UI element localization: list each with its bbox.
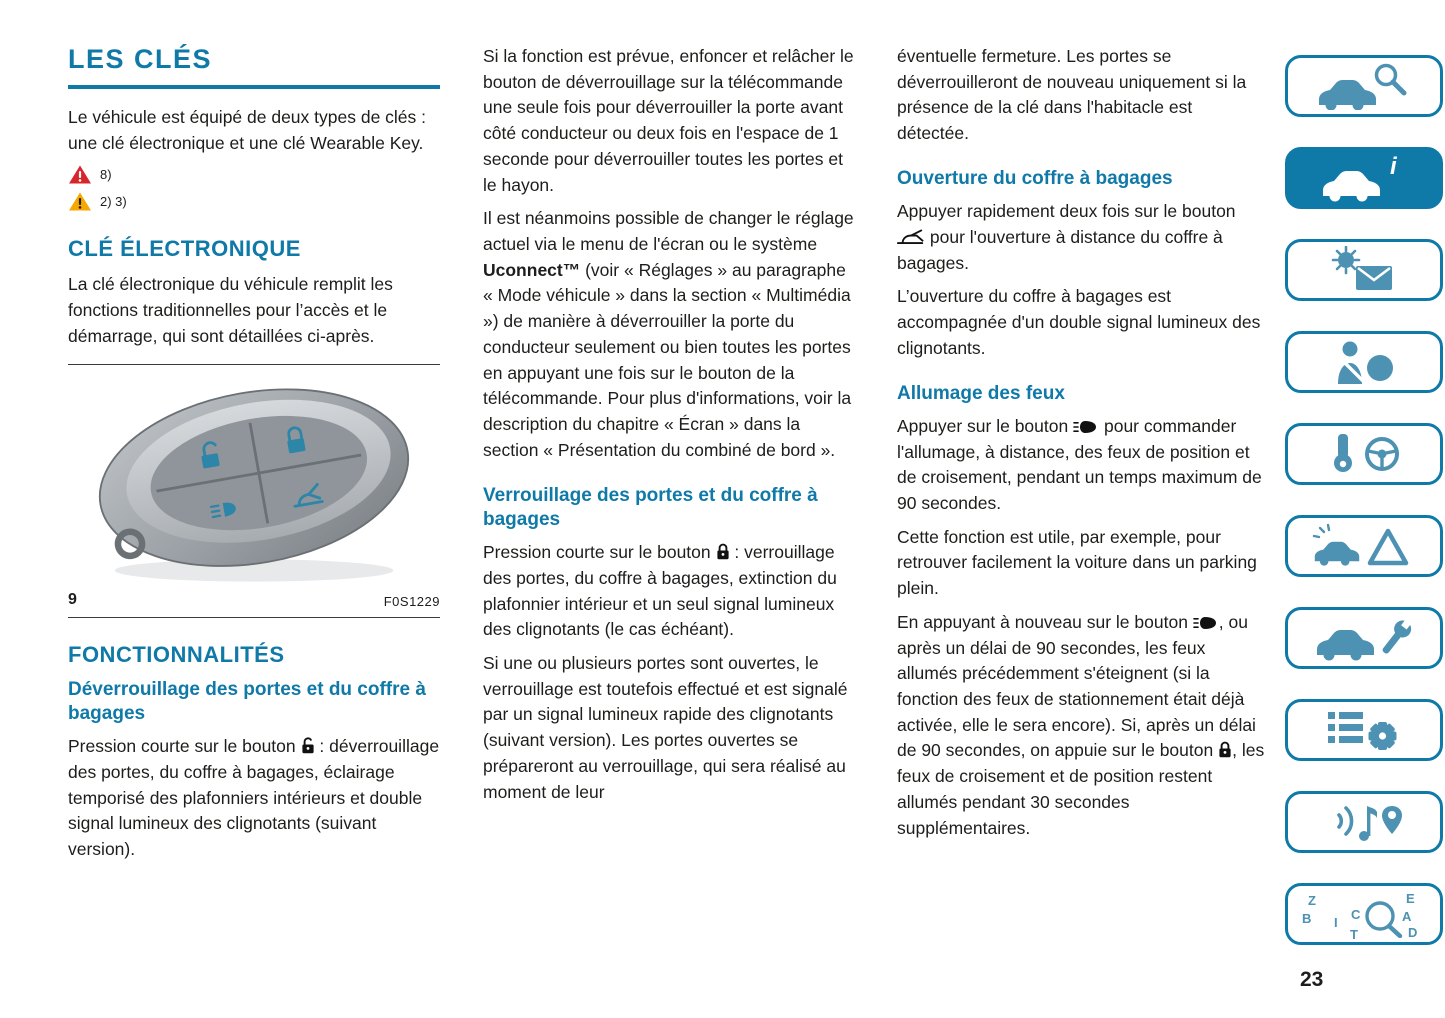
index-letter: I	[1334, 915, 1338, 930]
figure-number: 9	[68, 590, 77, 608]
car-search-icon	[1312, 62, 1416, 110]
section-tab-sidebar	[1285, 55, 1443, 945]
warning-ref-label: 2) 3)	[100, 194, 127, 210]
key-fob-figure	[68, 371, 440, 609]
sidebar-tab-car-maintenance	[1285, 607, 1443, 669]
technical-data-icon	[1312, 706, 1416, 754]
sidebar-tab-safety-airbag	[1285, 331, 1443, 393]
red-warning-triangle-icon	[68, 164, 92, 185]
uconnect-settings-paragraph: Il est néanmoins possible de changer le réglage actuel via le menu de l'écran ou le système Uconnect™ (voir « Réglages » au paragraphe « Mode véhicule » dans la section « Multimédia ») de manière à déverrouiller la porte du conducteur seulement ou bien toutes les portes en appuyant une fois sur le bouton de la télécommande. Pour plus d'informations, voir la description du chapitre « Écran » dans la section « Présentation du combiné de bord ».	[483, 208, 854, 460]
uconnect-brand: Uconnect™	[483, 259, 581, 280]
car-info-icon	[1312, 154, 1416, 202]
page-title: LES CLÉS	[68, 44, 440, 89]
multimedia-audio-icon	[1312, 798, 1416, 846]
lights-off-paragraph: En appuyant à nouveau sur le bouton , ou après un délai de 90 secondes, les feux allumés précédemment s'éteignent (si la fonction des feux de stationnement était déjà activée, elle le sera encore). Si, après un délai de 90 secondes, on appuie sur le bouton , les feux de croisement et de position restent allumés pendant 30 secondes supplémentaires.	[897, 611, 1265, 838]
left-column	[68, 44, 440, 871]
index-letter: A	[1402, 909, 1412, 924]
subheading-lights: Allumage des feux	[897, 382, 1065, 404]
index-letter: T	[1350, 927, 1358, 942]
warning-ref-label: 8)	[100, 167, 112, 183]
right-column	[897, 44, 1265, 849]
warning-lights-message-icon	[1312, 246, 1416, 294]
car-maintenance-icon	[1312, 614, 1416, 662]
sidebar-tab-technical-data	[1285, 699, 1443, 761]
safety-airbag-icon	[1312, 338, 1416, 386]
warning-ref-row	[68, 191, 440, 212]
emergency-triangle-icon	[1312, 522, 1416, 570]
remote-unlock-paragraph: Si la fonction est prévue, enfoncer et relâcher le bouton de déverrouillage sur la télécommande une seule fois pour déverrouiller la porte avant côté conducteur ou deux fois en l'espace de 1 seconde pour déverrouiller toutes les portes et le hayon.	[483, 46, 854, 195]
trunk-signal-paragraph: L’ouverture du coffre à bagages est accompagnée d'un double signal lumineux des clignotants.	[897, 286, 1261, 358]
headlight-icon	[1193, 616, 1219, 630]
unlock-icon	[301, 737, 315, 754]
svg-text:i: i	[1390, 154, 1397, 180]
page-number: 23	[1300, 968, 1324, 991]
index-letter: B	[1302, 911, 1312, 926]
index-letter: D	[1408, 925, 1418, 940]
index-magnifier-icon	[1312, 890, 1416, 938]
closure-paragraph: éventuelle fermeture. Les portes se déverrouilleront de nouveau uniquement si la présence de la clé dans l'habitacle est détectée.	[897, 46, 1247, 144]
trunk-open-paragraph: Appuyer rapidement deux fois sur le bouton pour l'ouverture à distance du coffre à bagages.	[897, 201, 1236, 273]
figure-bottom-rule	[68, 617, 440, 618]
unlock-paragraph: Pression courte sur le bouton : déverrouillage des portes, du coffre à bagages, éclairage temporisé des plafonniers intérieurs et double signal lumineux des clignotants (suivant version).	[68, 736, 440, 860]
sidebar-tab-ignition-steering	[1285, 423, 1443, 485]
warning-ref-row	[68, 164, 440, 185]
sidebar-tab-emergency-triangle	[1285, 515, 1443, 577]
key-fob-photo	[74, 371, 434, 589]
amber-warning-triangle-icon	[68, 191, 92, 212]
middle-column	[483, 44, 855, 813]
lock-icon	[716, 543, 730, 560]
subheading-trunk-opening: Ouverture du coffre à bagages	[897, 167, 1173, 189]
parking-find-paragraph: Cette fonction est utile, par exemple, pour retrouver facilement la voiture dans un parking plein.	[897, 526, 1257, 599]
sidebar-tab-car-info	[1285, 147, 1443, 209]
doors-open-lock-paragraph: Si une ou plusieurs portes sont ouvertes, le verrouillage est toutefois effectué et est signalé par un signal lumineux rapide des clignotants (suivant version). Les portes ouvertes se prépareront au verrouillage, qui sera réalisé au moment de leur	[483, 653, 848, 802]
lock-paragraph: Pression courte sur le bouton : verrouillage des portes, du coffre à bagages, extinction du plafonnier intérieur et un seul signal lumineux des clignotants (le cas échéant).	[483, 542, 837, 640]
index-letter: Z	[1308, 893, 1316, 908]
ignition-steering-icon	[1312, 430, 1416, 478]
index-letter: E	[1406, 891, 1415, 906]
headlight-icon	[1073, 420, 1099, 434]
sidebar-tab-warning-lights-message	[1285, 239, 1443, 301]
subheading-lock: Verrouillage des portes et du coffre à bagages	[483, 484, 818, 530]
lights-on-paragraph: Appuyer sur le bouton pour commander l'allumage, à distance, des feux de position et de croisement, pendant un temps maximum de 90 secondes.	[897, 415, 1262, 513]
lock-icon	[1218, 741, 1232, 758]
sidebar-tab-car-search	[1285, 55, 1443, 117]
figure-code: F0S1229	[383, 593, 440, 609]
section-heading-electronic-key: CLÉ ÉLECTRONIQUE	[68, 236, 301, 262]
sidebar-tab-alphabetical-index	[1285, 883, 1443, 945]
figure-caption	[68, 591, 440, 609]
intro-paragraph: Le véhicule est équipé de deux types de clés : une clé électronique et une clé Wearable Key.	[68, 107, 427, 153]
section-heading-features: FONCTIONNALITÉS	[68, 641, 285, 667]
electronic-key-paragraph: La clé électronique du véhicule remplit les fonctions traditionnelles pour l’accès et le démarrage, qui sont détaillées ci-après.	[68, 274, 393, 346]
figure-top-rule	[68, 364, 440, 365]
index-letter: C	[1351, 907, 1361, 922]
sidebar-tab-multimedia-audio	[1285, 791, 1443, 853]
subheading-unlock: Déverrouillage des portes et du coffre à bagages	[68, 678, 426, 724]
trunk-release-icon	[897, 229, 925, 245]
